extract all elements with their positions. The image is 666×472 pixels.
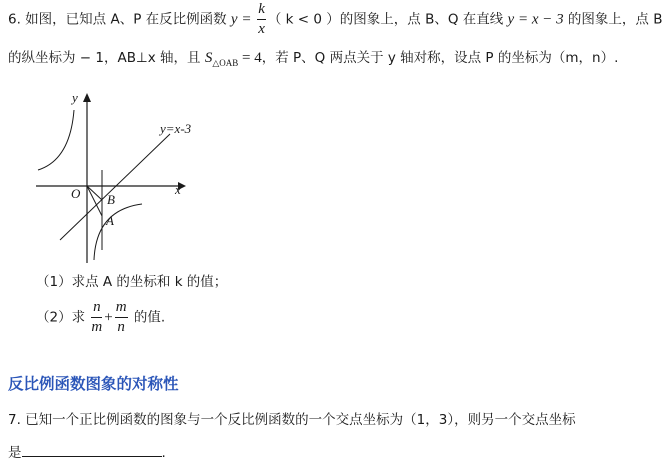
axis-label-y: y: [72, 90, 78, 105]
question-2-prefix: （2）求: [36, 309, 90, 326]
question-1: （1）求点 A 的坐标和 k 的值；: [36, 274, 228, 290]
problem-6-line-1: [8, 2, 662, 37]
line-equation: y = x − 3: [507, 11, 564, 28]
line-label: y=x-3: [160, 121, 192, 136]
segment-OB: [87, 186, 102, 200]
question-2: [36, 300, 165, 335]
condition-k-negative: （ k < 0 ）: [267, 11, 340, 28]
section-heading: 反比例函数图象的对称性: [8, 375, 179, 393]
fraction-denominator: n: [117, 319, 125, 335]
problem-7-line-2: [8, 441, 166, 461]
problem-7-line-2-suffix: .: [161, 445, 166, 461]
problem-6-intro-text: 6. 如图，已知点 A、P 在反比例函数: [8, 11, 231, 28]
area-symbol: S: [204, 50, 213, 66]
equals-sign: =: [237, 11, 256, 28]
fraction-numerator: k: [257, 2, 266, 20]
problem-6-line-1-end: 的图象上，点 B: [563, 11, 663, 28]
hyperbola-branch-lower-right: [94, 204, 142, 260]
fraction-n-over-m: [91, 300, 102, 335]
fraction-numerator: m: [115, 300, 128, 318]
answer-blank[interactable]: [22, 444, 162, 457]
fraction-m-over-n: [115, 300, 128, 335]
fraction-denominator: x: [258, 21, 265, 37]
question-2-suffix: 的值.: [129, 309, 166, 326]
problem-6-line-2-end: ，若 P、Q 两点关于 y 轴对称，设点 P 的坐标为（m，n）.: [261, 50, 619, 66]
hyperbola-branch-upper-left: [38, 110, 74, 170]
plus-sign: +: [104, 309, 113, 326]
origin-label: O: [71, 186, 81, 201]
point-label-A: A: [106, 213, 114, 228]
y-axis-arrow: [83, 93, 91, 102]
fraction-denominator: m: [91, 319, 103, 335]
problem-7-line-1: 7. 已知一个正比例函数的图象与一个反比例函数的一个交点坐标为（1，3），则另一个交点坐标: [8, 412, 576, 428]
problem-6-mid-text: 的图象上，点 B、Q 在直线: [339, 11, 508, 28]
area-subscript: △OAB: [212, 58, 239, 68]
problem-6-line-2-start: 的纵坐标为 − 1，AB⊥x 轴，且: [8, 50, 205, 66]
fraction-k-over-x: [257, 2, 266, 37]
function-graph: [30, 88, 230, 268]
problem-7-line-2-prefix: 是: [8, 445, 22, 461]
problem-6-line-2: [8, 46, 618, 69]
function-y: y: [230, 11, 238, 28]
axis-label-x: x: [175, 182, 181, 197]
fraction-numerator: n: [91, 300, 102, 318]
area-value: = 4: [238, 50, 262, 66]
point-label-B: B: [107, 192, 115, 207]
